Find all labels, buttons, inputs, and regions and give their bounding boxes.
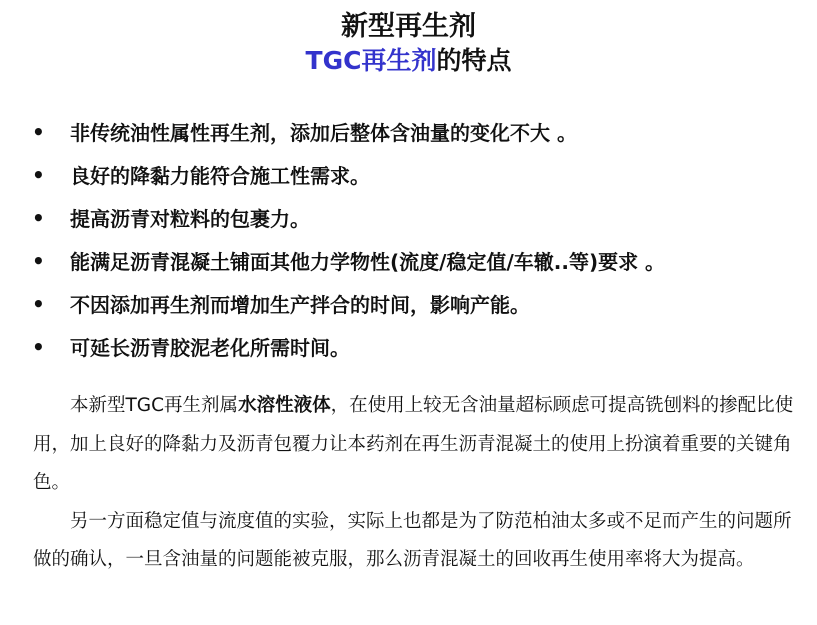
page-subtitle — [0, 44, 817, 78]
feature-text: 不因添加再生剂而增加生产拌合的时间，影响产能。 — [70, 293, 530, 317]
feature-text: 提高沥青对粒料的包裹力。 — [70, 207, 310, 231]
feature-item — [32, 282, 802, 325]
bullet-icon: • — [32, 334, 45, 359]
feature-text: 良好的降黏力能符合施工性需求。 — [70, 164, 370, 188]
feature-list — [32, 110, 802, 368]
feature-text: 非传统油性属性再生剂，添加后整体含油量的变化不大 。 — [70, 121, 577, 145]
feature-item — [32, 110, 802, 153]
paragraph-1-end: ，在使用上较无含油量超标顾虑可提高铣刨料的掺配比使用，加上良好的降黏力及沥青包覆力让本药剂在再生沥青混凝土的使用上扮演着重要的关键角色。 — [33, 395, 794, 493]
title-block — [0, 10, 817, 78]
paragraph-1-highlight: 水溶性液体 — [238, 395, 331, 416]
paragraph-1 — [33, 387, 803, 503]
feature-item — [32, 196, 802, 239]
paragraph-1-start: 本新型TGC再生剂属 — [70, 395, 239, 416]
bullet-icon: • — [32, 291, 45, 316]
feature-item — [32, 325, 802, 368]
bullet-icon: • — [32, 162, 45, 187]
subtitle-accent: TGC再生剂 — [305, 46, 437, 75]
feature-item — [32, 153, 802, 196]
page-title: 新型再生剂 — [341, 11, 476, 42]
bullet-icon: • — [32, 119, 45, 144]
feature-text: 能满足沥青混凝土铺面其他力学物性(流度/稳定值/车辙..等)要求 。 — [70, 250, 666, 274]
body-text — [33, 387, 803, 580]
bullet-icon: • — [32, 248, 45, 273]
bullet-icon: • — [32, 205, 45, 230]
paragraph-2: 另一方面稳定值与流度值的实验，实际上也都是为了防范柏油太多或不足而产生的问题所做的确认，一旦含油量的问题能被克服，那么沥青混凝土的回收再生使用率将大为提高。 — [33, 510, 792, 570]
feature-item — [32, 239, 802, 282]
feature-text: 可延长沥青胶泥老化所需时间。 — [70, 336, 350, 360]
subtitle-rest: 的特点 — [436, 46, 512, 75]
